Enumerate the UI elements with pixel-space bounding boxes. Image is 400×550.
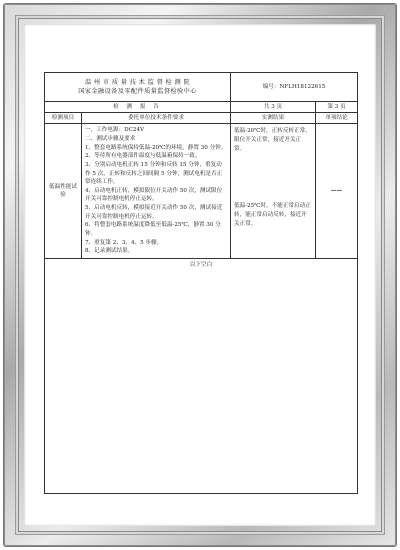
requirement-line: 1、整套电路系统保持低温-20℃的环境，静置 30 分钟。 xyxy=(85,144,227,151)
requirement-line: 2、等待所有电器部件温度与低温箱保持一致。 xyxy=(85,153,201,160)
total-pages: 共 3 页 xyxy=(231,102,316,113)
header-row xyxy=(45,73,358,102)
requirement-line: 8、记录测试结果。 xyxy=(85,248,134,255)
blank-row xyxy=(45,259,358,494)
test-row xyxy=(45,124,358,259)
report-table xyxy=(44,72,358,494)
frame-mat xyxy=(24,24,376,526)
report-number: 编号：NFLH18122615 xyxy=(231,73,358,102)
column-header-conclusion: 单项结论 xyxy=(316,113,358,124)
requirement-line: 一、工作电源：DC24V xyxy=(85,127,145,134)
column-header-requirement: 委托单位技术条件要求 xyxy=(82,113,231,124)
org-name-line1: 温 州 市 质 量 技 术 监 督 检 测 院 xyxy=(84,78,191,86)
requirement-line: 4、启动电机正转，模拟限位开关动作 50 次，测试限位开关可靠控制电机停止运转。 xyxy=(85,187,223,203)
requirement-list xyxy=(82,124,231,259)
report-sheet xyxy=(44,72,357,494)
column-header-row xyxy=(45,113,358,124)
result-minus20: 低温-20℃时，正转反转正常，限位开关正常，接近开关正常。 xyxy=(234,128,311,153)
blank-below-label: 以下空白 xyxy=(189,262,213,269)
blank-area xyxy=(45,259,358,494)
column-header-result: 实测结果 xyxy=(231,113,316,124)
page-number: 第 3 页 xyxy=(316,102,358,113)
requirement-line: 3、分别启动电机正转 15 分钟和反转 15 分钟，重复动作 5 次，正转和反转之间间隔 5 分钟，测试电机是否正常连续工作。 xyxy=(85,161,223,186)
title-row xyxy=(45,102,358,113)
conclusion-value: —— xyxy=(316,124,358,259)
requirement-line: 5、启动电机反转，模拟接近开关动作 50 次，测试接近开关可靠控制电机停止运转。 xyxy=(85,205,223,220)
org-name-line2: 国家金融设备及零配件质量监督检验中心 xyxy=(78,88,197,95)
result-cell xyxy=(231,124,316,259)
requirement-line: 7、重复第 2、3、4、5 步骤。 xyxy=(85,239,163,246)
column-header-item: 检测项目 xyxy=(45,113,82,124)
test-item-name: 低温性能试验 xyxy=(45,124,82,259)
requirement-line: 6、将整套电路系统温度降低至低温-25℃，静置 30 分钟。 xyxy=(85,222,221,238)
report-title: 检 测 报 告 xyxy=(45,102,231,113)
result-minus25: 低温-25℃时，不能正常启动正转，能正常启动反转，接近开关正常。 xyxy=(234,203,311,227)
requirement-line: 二、测试步骤及要求 xyxy=(85,135,136,142)
org-name-cell xyxy=(45,73,231,102)
